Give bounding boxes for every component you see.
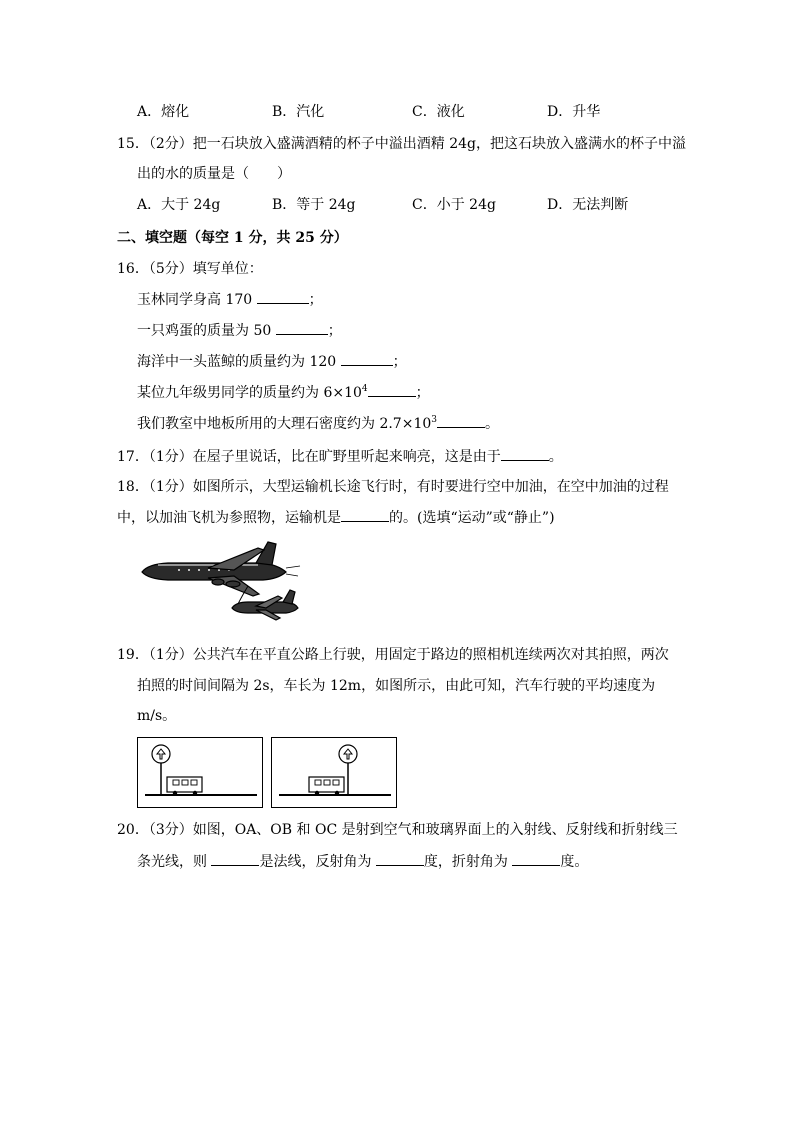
q20-line-1: 20．（3分）如图，OA、OB 和 OC 是射到空气和玻璃界面上的入射线、反射线和折射线三 [117,822,678,838]
q16-line-5-exponent: 3 [431,415,437,425]
q16-line-4-text: 某位九年级男同学的质量约为 6×10 [137,385,362,401]
section-title: 二、填空题（每空 1 分，共 25 分） [117,230,348,246]
refueling-aircraft-figure [138,538,302,624]
answer-blank[interactable] [512,851,560,866]
answer-blank[interactable] [341,507,389,522]
q15-option-c: C．小于 24g [412,197,496,213]
bus-photo-2 [271,737,397,809]
q17-text [117,446,563,467]
q16-line-2-end: ； [327,323,342,339]
q15-line-1 [117,134,686,154]
q18-line-1: 18．（1分）如图所示，大型运输机长途飞行时，有时要进行空中加油，在空中加油的过程 [117,479,669,495]
q15-option-d: D．无法判断 [547,197,629,213]
q16-line-4-exponent: 4 [361,384,368,394]
q19-line-3: m/s。 [137,708,177,724]
q20-line-2 [137,851,588,872]
q18-line-2 [117,507,555,528]
q16-line-3-end: ； [392,354,407,370]
q17-text-end: 。 [548,449,563,465]
q16-header: 16．（5分）填写单位： [117,261,263,277]
q16-line-5-text: 我们教室中地板所用的大理石密度约为 2.7×10 [137,416,432,432]
q16-line-1-text: 玉林同学身高 170 [137,292,257,308]
q15-score: （2分） [148,136,193,152]
answer-blank[interactable] [368,382,416,397]
q16-line-2-text: 一只鸡蛋的质量为 50 [137,323,276,339]
bus-photo-1 [137,737,263,809]
q19-line-1: 19．（1分）公共汽车在平直公路上行驶，用固定于路边的照相机连续两次对其拍照，两次 [117,647,669,663]
answer-blank[interactable] [276,320,328,335]
q14-option-c: C．液化 [412,104,465,120]
answer-blank[interactable] [257,289,309,304]
q16-line-5 [137,413,499,434]
answer-blank[interactable] [501,446,549,461]
q16-line-2 [137,320,342,341]
answer-blank[interactable] [376,851,424,866]
q14-option-d: D．升华 [547,104,601,120]
q17-text-main: 17．（1分）在屋子里说话，比在旷野里听起来响亮，这是由于 [117,449,501,465]
q18-line-2-end: 的。(选填“运动”或“静止”) [389,510,555,526]
q19-line-2: 拍照的时间间隔为 2s，车长为 12m，如图所示，由此可知，汽车行驶的平均速度为 [137,678,656,694]
answer-blank[interactable] [211,851,259,866]
q20-text-a: 条光线，则 [137,854,212,870]
q15-number: 15． [117,136,149,152]
q16-line-3 [137,351,407,372]
q20-text-c: 度，折射角为 [423,854,513,870]
q16-line-4 [137,382,430,403]
q18-line-2-text: 中，以加油飞机为参照物，运输机是 [117,510,341,526]
q16-line-1 [137,289,323,310]
q16-line-3-text: 海洋中一头蓝鲸的质量约为 120 [137,354,341,370]
q14-option-b: B．汽化 [272,104,325,120]
q15-text-1: 把一石块放入盛满酒精的杯子中溢出酒精 24g，把这石块放入盛满水的杯子中溢 [192,136,686,152]
q15-option-a: A．大于 24g [137,197,221,213]
q20-text-b: 是法线，反射角为 [259,854,376,870]
answer-blank[interactable] [341,351,393,366]
q16-line-5-end: 。 [485,416,499,432]
answer-blank[interactable] [437,413,485,428]
q16-line-1-end: ； [308,292,323,308]
q14-option-a: A．熔化 [137,104,190,120]
q16-line-4-end: ； [415,385,430,401]
q15-option-b: B．等于 24g [272,197,356,213]
q20-text-d: 度。 [560,854,589,870]
q15-line-2: 出的水的质量是（ ） [137,166,291,182]
